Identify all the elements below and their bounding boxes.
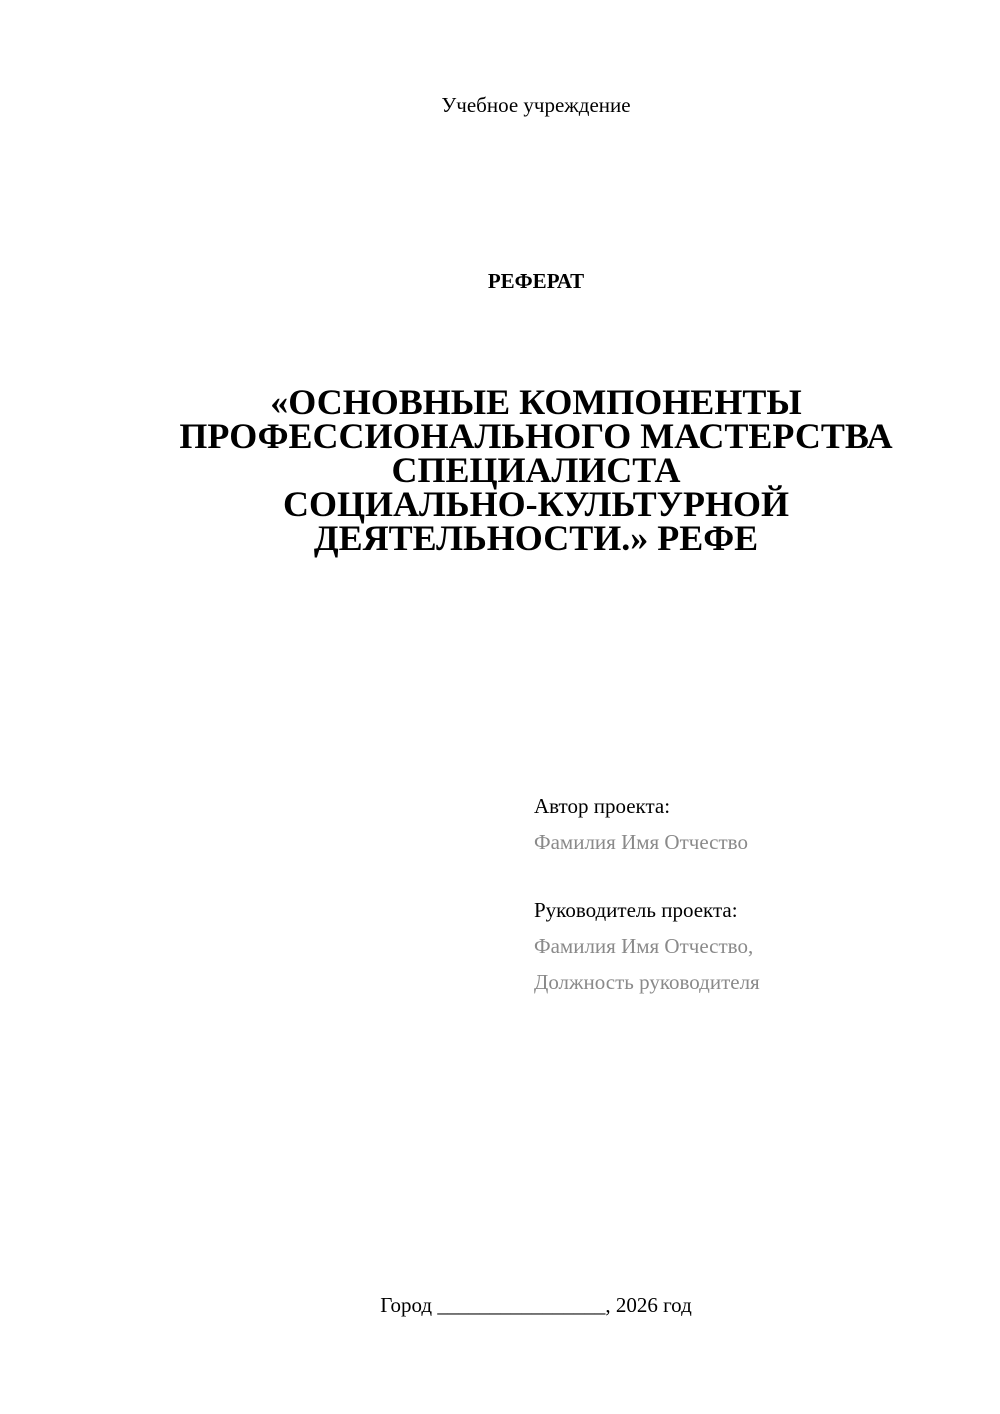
project-info [534, 788, 974, 1000]
author-name: Фамилия Имя Отчество [534, 830, 748, 854]
title-line: ПРОФЕССИОНАЛЬНОГО МАСТЕРСТВА [179, 416, 893, 456]
title-line: ДЕЯТЕЛЬНОСТИ.» РЕФЕ [313, 518, 759, 558]
supervisor-name: Фамилия Имя Отчество, [534, 934, 754, 958]
supervisor-position: Должность руководителя [534, 970, 760, 994]
spacer [534, 860, 974, 892]
city-year-line: Город ________________, 2026 год [380, 1293, 692, 1317]
author-label: Автор проекта: [534, 794, 671, 818]
title-line: СПЕЦИАЛИСТА [391, 450, 681, 490]
document-type: РЕФЕРАТ [487, 269, 585, 293]
supervisor-label: Руководитель проекта: [534, 898, 738, 922]
institution-name: Учебное учреждение [441, 93, 631, 117]
title-line: «ОСНОВНЫЕ КОМПОНЕНТЫ [270, 382, 802, 422]
document-title [120, 382, 952, 558]
title-line: СОЦИАЛЬНО-КУЛЬТУРНОЙ [282, 484, 790, 524]
